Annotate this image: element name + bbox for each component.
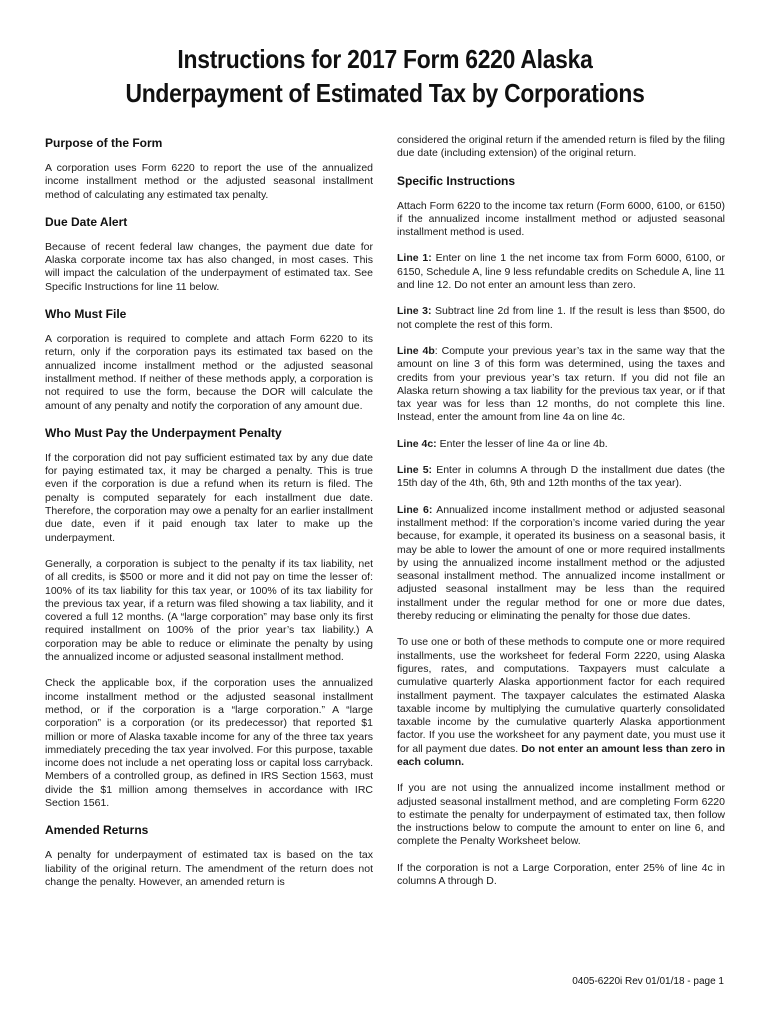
- page-footer: 0405-6220i Rev 01/01/18 - page 1: [572, 976, 724, 987]
- line-4b-instruction: Line 4b: Compute your previous year’s tax in the same way that the amount on line 3 of this form was determined, using the taxes and credits from your previous year’s tax return. If you did not file an Alaska return showing a tax liability for the previous tax year, or if that tax year was for less than 12 months, do not complete this line. Instead, enter the amount from line 4a on line 4c.: [397, 344, 725, 424]
- paragraph: A corporation is required to complete and attach Form 6220 to its return, only if the corporation pays its estimated tax based on the annualized income installment method or the adjusted seasonal installment method. If neither of these methods apply, a corporation is not required to use the form, because the DOR will calculate the amount of any penalty and notify the corporation of any amount due.: [45, 333, 373, 412]
- line-label: Line 6:: [397, 503, 433, 516]
- line-4c-instruction: Line 4c: Enter the lesser of line 4a or line 4b.: [397, 437, 608, 450]
- paragraph: considered the original return if the amended return is filed by the filing due date (including extension) of the original return.: [397, 134, 725, 160]
- heading-due-date: Due Date Alert: [45, 214, 128, 229]
- line-label: Line 4c:: [397, 437, 437, 450]
- left-column: [45, 134, 373, 902]
- page-title: [46, 42, 724, 110]
- heading-purpose: Purpose of the Form: [45, 136, 163, 150]
- right-column: [397, 134, 725, 901]
- line-3-instruction: Line 3: Subtract line 2d from line 1. If the result is less than $500, do not complete the rest of this form.: [397, 305, 725, 331]
- line-1-instruction: Line 1: Enter on line 1 the net income tax from Form 6000, 6100, or 6150, Schedule A, line 9 less refundable credits on Schedule A, line 11 and line 12. Do not enter an amount less than zero.: [397, 252, 725, 292]
- line-label: Line 1:: [397, 252, 432, 265]
- section-amended: [45, 823, 373, 889]
- line-6-instruction: Line 6: Annualized income installment method or adjusted seasonal installment method: If the corporation’s income varied during the year because, for example, it operated its business on a seasonal basis, it may be able to lower the amount of one or more required installments by using the annualized income installment method or the adjusted seasonal installment method. The annualized income installment or adjusted seasonal installment may be less than the required installment under the regular method for one or more due dates, thereby reducing or eliminating the penalty for those due dates.: [397, 503, 726, 623]
- section-purpose: [45, 136, 373, 202]
- paragraph: Because of recent federal law changes, the payment due date for Alaska corporate income tax has also changed, in most cases. This will impact the calculation of the underpayment of estimated tax. See Specific Instructions for line 11 below.: [45, 240, 373, 293]
- heading-who-must-pay: Who Must Pay the Underpayment Penalty: [45, 425, 282, 440]
- line-5-instruction: Line 5: Enter in columns A through D the installment due dates (the 15th day of the 4th, 6th, 9th and 12th months of the tax year).: [397, 464, 726, 490]
- paragraph-worksheet: To use one or both of these methods to compute one or more required installments, use the worksheet for federal Form 2220, using Alaska figures, rates, and computations. Taxpayers must calculate a cumulative quarterly Alaska apportionment factor for each required installment payment. The taxpayer calculates the estimated Alaska taxable income by multiplying the cumulative quarterly consolidated taxable income by the cumulative quarterly Alaska apportionment factor. If you use the worksheet for any payment date, you must use it for all payment due dates. Do not enter an amount less than zero in each column.: [397, 636, 725, 768]
- line-label: Line 3:: [397, 305, 432, 318]
- paragraph: Check the applicable box, if the corporation uses the annualized income installment method or the adjusted seasonal installment method, or if the corporation is a “large corporation.” A “large corporation” is a corporation (or its predecessor) that reported $1 million or more of Alaska taxable income for any of the three tax years immediately preceding the tax year involved. For this purpose, taxable income does not include a net operating loss or capital loss carryback. Members of a controlled group, as defined in IRS Section 1563, must divide the $1 million among themselves in accordance with IRC Section 1561.: [45, 677, 373, 809]
- bold-note: Do not enter an amount less than zero in each column.: [397, 742, 725, 768]
- title-line-2: Underpayment of Estimated Tax by Corporations: [125, 78, 645, 108]
- paragraph: If the corporation is not a Large Corporation, enter 25% of line 4c in columns A through D.: [397, 861, 725, 888]
- section-who-must-pay: [45, 426, 373, 810]
- paragraph: If you are not using the annualized income installment method or adjusted seasonal installment method, and are completing Form 6220 to estimate the penalty for underpayment of estimated tax, then follow the instructions below to compute the amount to enter on line 6, and complete the Penalty Worksheet below.: [397, 782, 725, 848]
- paragraph: A penalty for underpayment of estimated tax is based on the tax liability of the original return. The amendment of the return does not change the penalty. However, an amended return is: [45, 849, 373, 888]
- paragraph: If the corporation did not pay sufficient estimated tax by any due date for paying estimated tax, it may be charged a penalty. This is true even if the corporation is due a refund when its return is filed. The penalty is computed separately for each installment due date. Therefore, the corporation may owe a penalty for an earlier installment due date, even if it paid enough tax later to make up the underpayment.: [45, 451, 373, 544]
- paragraph: A corporation uses Form 6220 to report the use of the annualized income installment method or the adjusted seasonal installment method of calculating any estimated tax penalty.: [45, 162, 373, 201]
- title-line-1: Instructions for 2017 Form 6220 Alaska: [177, 44, 593, 74]
- heading-who-must-file: Who Must File: [45, 307, 127, 322]
- paragraph: Generally, a corporation is subject to the penalty if its tax liability, net of all credits, is $500 or more and it did not pay on time the lesser of: 100% of its tax liability for this tax year, or 100% of its tax liability for the previous tax year, if a return was filed showing a tax liability, and it covered a full 12 months. (A “large corporation” may base only its first required installment on 100% of the prior year’s tax liability.) A corporation may be able to reduce or eliminate the penalty by using the annualized income or adjusted seasonal installment method.: [45, 557, 373, 664]
- heading-amended: Amended Returns: [45, 823, 149, 838]
- section-due-date: [45, 215, 373, 294]
- heading-specific-instructions: Specific Instructions: [397, 173, 516, 188]
- paragraph: Attach Form 6220 to the income tax return (Form 6000, 6100, or 6150) if the annualized income installment method or adjusted seasonal installment method is used.: [397, 199, 726, 239]
- line-label: Line 5:: [397, 464, 433, 477]
- section-who-must-file: [45, 307, 373, 413]
- line-label: Line 4b: [397, 344, 435, 357]
